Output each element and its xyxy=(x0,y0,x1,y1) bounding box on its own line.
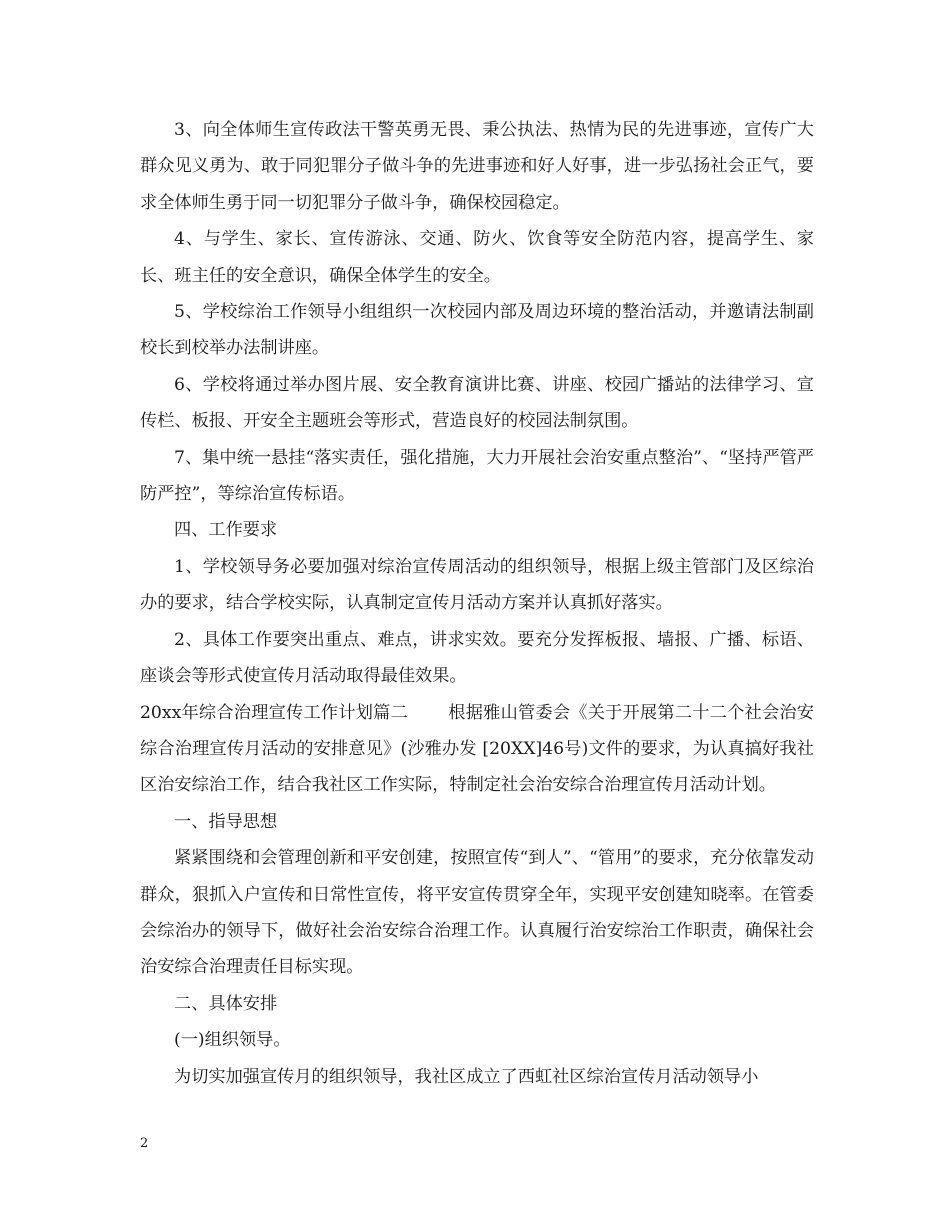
paragraph-item-3: 3、向全体师生宣传政法干警英勇无畏、秉公执法、热情为民的先进事迹，宣传广大群众见义勇为、敢于同犯罪分子做斗争的先进事迹和好人好事，进一步弘扬社会正气，要求全体师生勇于同一切犯罪分子做斗争，确保校园稳定。 xyxy=(140,120,814,213)
paragraph-item-5: 5、学校综治工作领导小组组织一次校园内部及周边环境的整治活动，并邀请法制副校长到校举办法制讲座。 xyxy=(140,302,814,359)
section-heading-work-requirements: 四、工作要求 xyxy=(174,520,278,541)
section-intro: 根据雅山管委会《关于开展第二十二个社会治安综合治理宣传月活动的安排意见》(沙雅办发 [20XX]46号)文件的要求，为认真搞好我社区治安综治工作，结合我社区工作实际，特制定社会治安综合治理宣传月活动计划。 xyxy=(140,702,814,796)
section-heading-guiding-thought: 一、指导思想 xyxy=(174,811,278,832)
requirement-item-1: 1、学校领导务必要加强对综治宣传周活动的组织领导，根据上级主管部门及区综治办的要求，结合学校实际，认真制定宣传月活动方案并认真抓好落实。 xyxy=(140,556,814,614)
guiding-thought-paragraph: 紧紧围绕和会管理创新和平安创建，按照宣传“到人”、“管用”的要求，充分依靠发动群众，狠抓入户宣传和日常性宣传，将平安宣传贯穿全年，实现平安创建知晓率。在管委会综治办的领导下，做好社会治安综合治理工作。认真履行治安综治工作职责，确保社会治安综合治理责任目标实现。 xyxy=(140,848,814,978)
paragraph-item-7: 7、集中统一悬挂“落实责任，强化措施，大力开展社会治安重点整治”、“坚持严管严防严控”，等综治宣传标语。 xyxy=(140,447,814,505)
paragraph-item-4: 4、与学生、家长、宣传游泳、交通、防火、饮食等安全防范内容，提高学生、家长、班主任的安全意识，确保全体学生的安全。 xyxy=(140,229,814,286)
organization-paragraph: 为切实加强宣传月的组织领导，我社区成立了西虹社区综治宣传月活动领导小 xyxy=(174,1066,759,1087)
section-title: 20xx年综合治理宣传工作计划篇二 xyxy=(140,702,409,723)
paragraph-item-6: 6、学校将通过举办图片展、安全教育演讲比赛、讲座、校园广播站的法律学习、宣传栏、板报、开安全主题班会等形式，营造良好的校园法制氛围。 xyxy=(140,374,814,432)
page-number: 2 xyxy=(140,1136,149,1151)
section-heading-arrangements: 二、具体安排 xyxy=(174,993,278,1014)
section-two-paragraph xyxy=(140,695,814,804)
requirement-item-2: 2、具体工作要突出重点、难点，讲求实效。要充分发挥板报、墙报、广播、标语、座谈会等形式使宣传月活动取得最佳效果。 xyxy=(140,629,814,687)
subheading-organization: (一)组织领导。 xyxy=(174,1030,291,1051)
document-body xyxy=(140,112,814,1095)
